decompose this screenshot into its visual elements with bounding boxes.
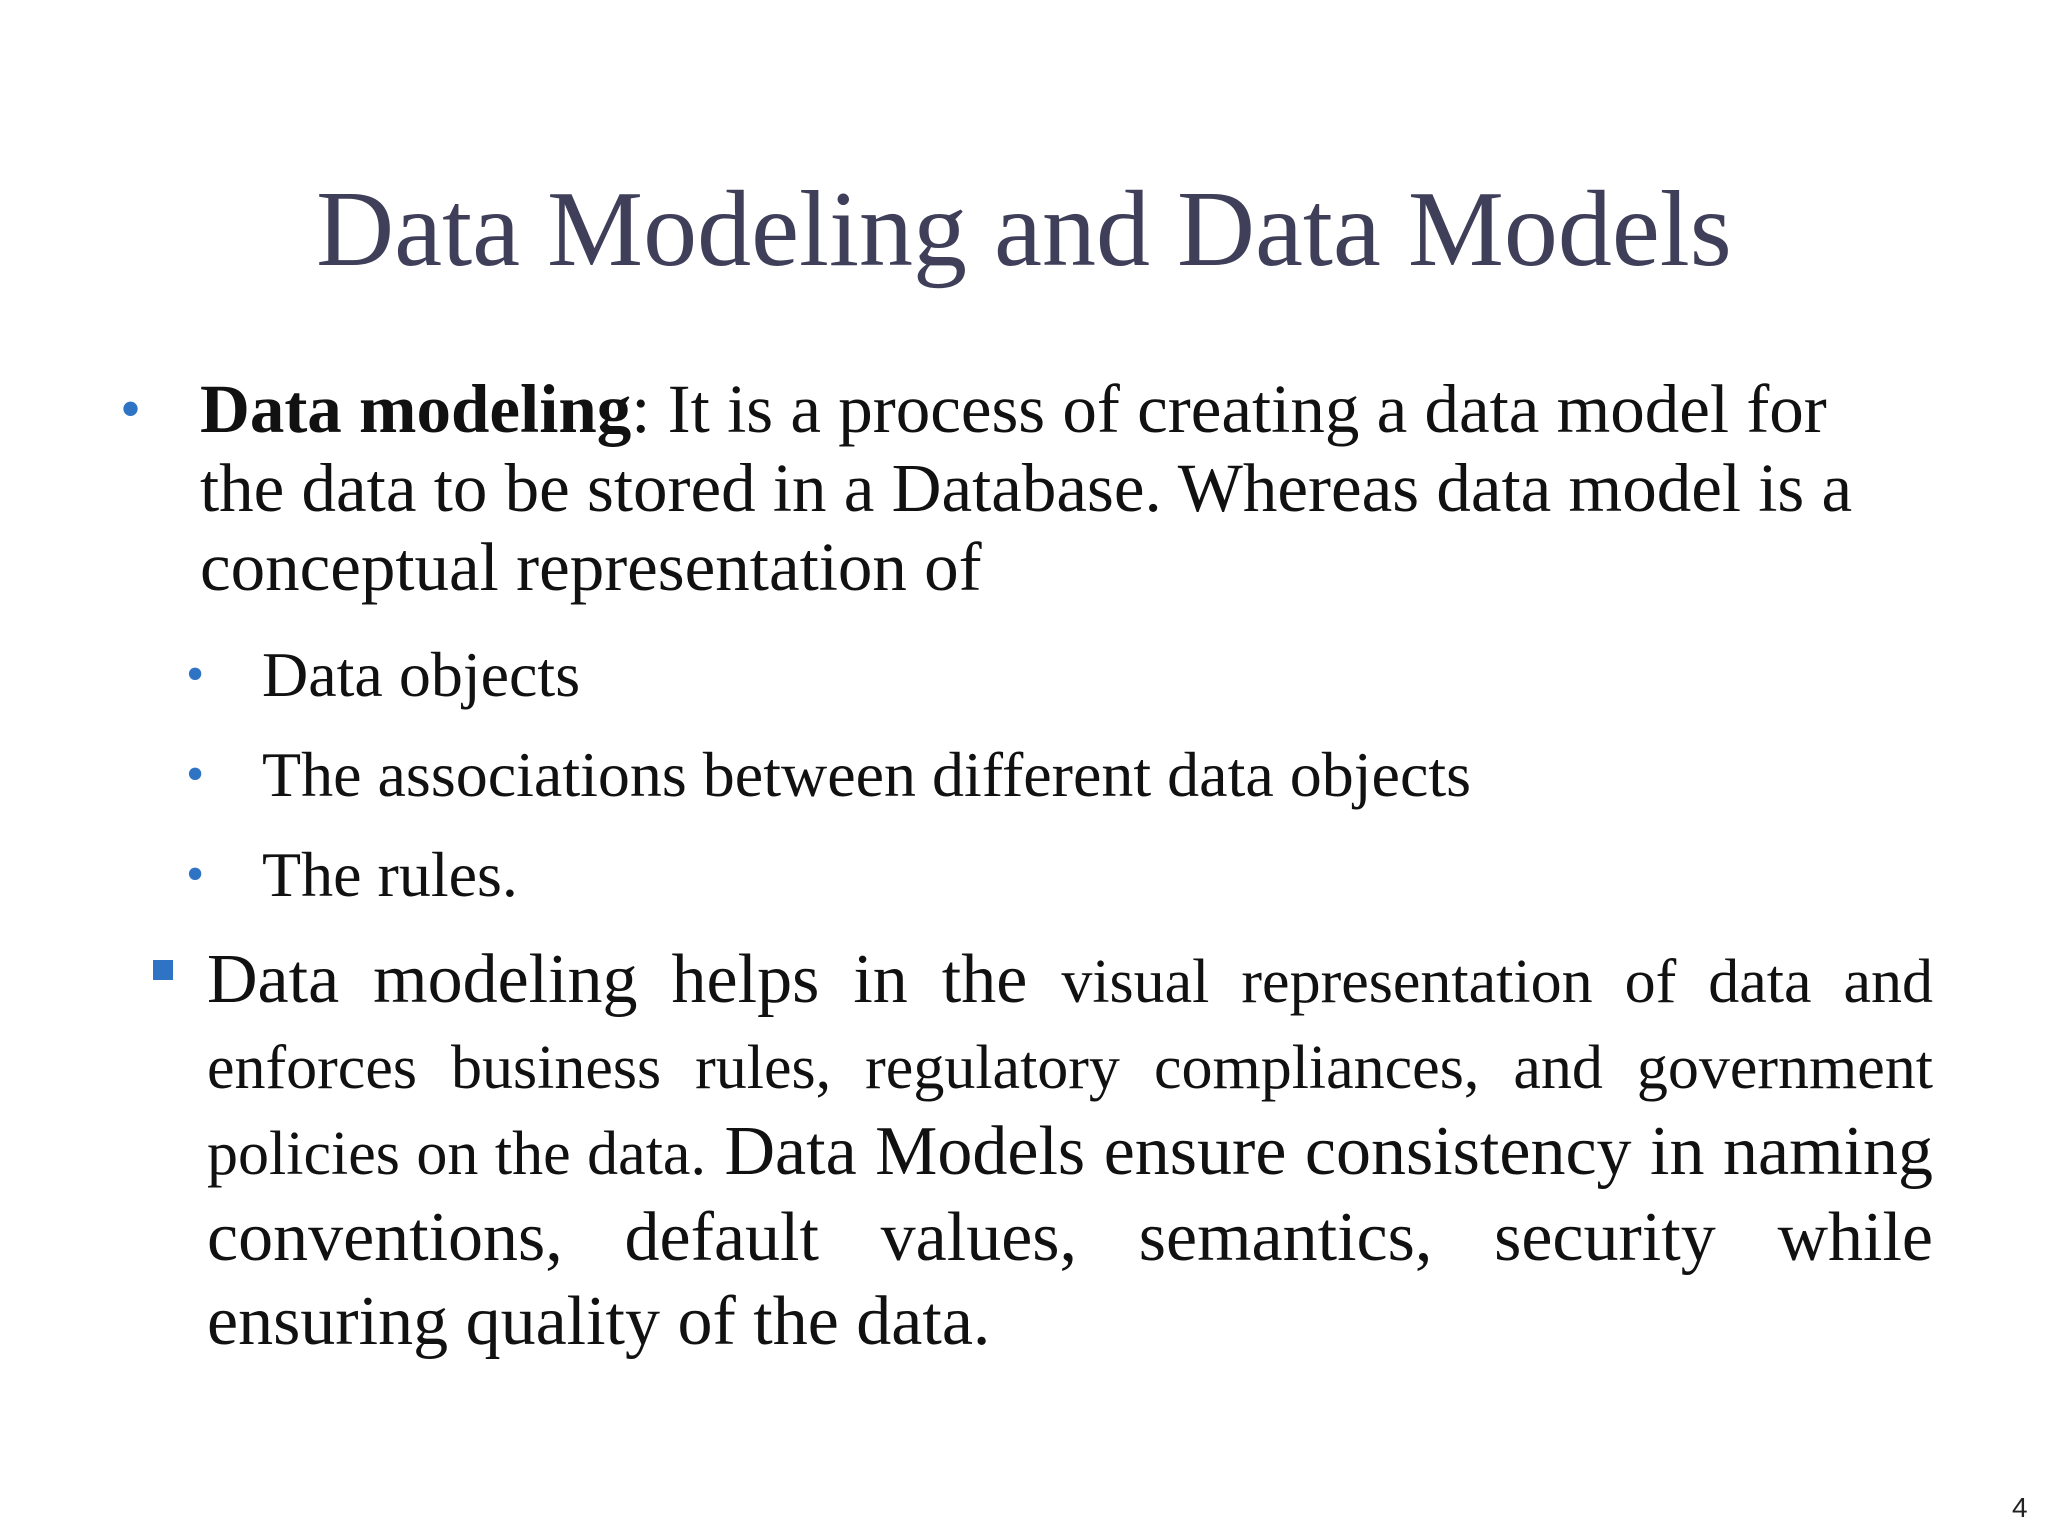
bullet-text: : It is a process of creating a data model for the data to be stored in a Database. Whereas data model is a conceptual representation of (200, 371, 1853, 605)
bullet2-part2: visual representation of data and enforces business rules, regulatory compliances, and government policies on the data. (207, 948, 1934, 1188)
bullet-square-icon (153, 960, 173, 980)
bullet-term: Data modeling (200, 371, 632, 447)
page-number: 4 (2012, 1492, 2028, 1523)
bullet-dot-icon: • (186, 846, 205, 903)
bullet-dot-icon: • (120, 376, 142, 442)
bullet-dot-icon: • (186, 746, 205, 803)
sub-bullet-text: The associations between different data objects (262, 739, 1472, 810)
bullet2-part1: Data modeling helps in the (207, 941, 1028, 1018)
bullet-data-modeling (120, 370, 1900, 607)
sub-bullet-rules (186, 837, 1862, 913)
slide-title: Data Modeling and Data Models (316, 170, 1732, 289)
sub-bullet-text: Data objects (262, 639, 581, 710)
sub-bullet-associations (186, 737, 1862, 813)
sub-bullet-data-objects (186, 637, 1862, 713)
bullet-helps (207, 938, 1933, 1364)
bullet-dot-icon: • (186, 646, 205, 703)
bullet2-part3: Data Models ensure consistency in naming conventions, default values, semantics, security while ensuring quality of the data. (207, 1113, 1933, 1360)
sub-bullet-text: The rules. (262, 839, 518, 910)
